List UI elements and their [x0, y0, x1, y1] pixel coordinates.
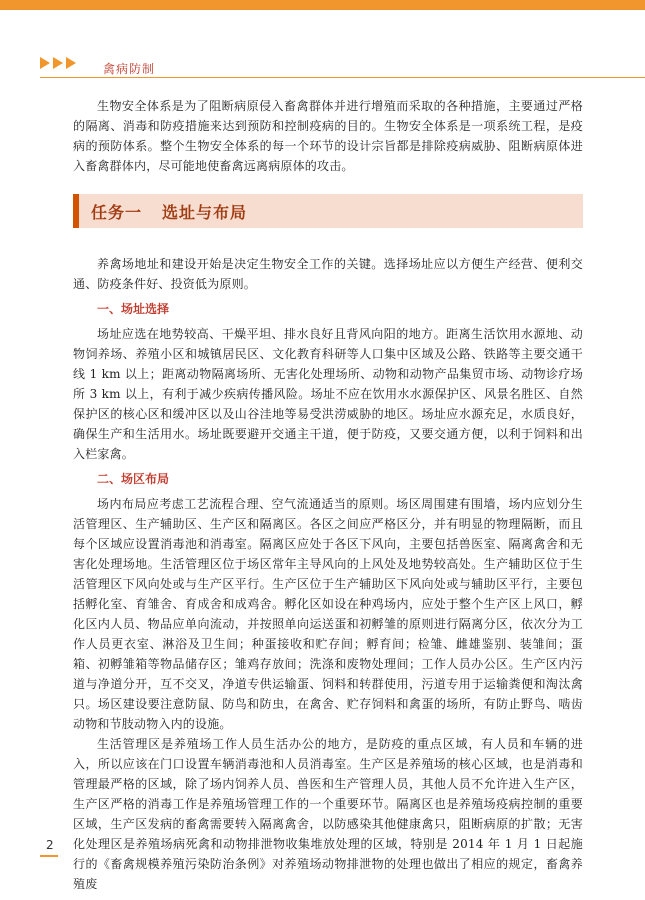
running-header-title: 禽病防制 — [103, 62, 156, 76]
intro-paragraph: 生物安全体系是为了阻断病原侵入畜禽群体并进行增殖而采取的各种措施，主要通过严格的隔离、消毒和防疫措施来达到预防和控制疫病的目的。生物安全体系是一项系统工程，是疫病的预防体系。整个生物安全体系的每一个环节的设计宗旨都是排除疫病威胁、阻断病原体进入畜禽群体内，尽可能地使畜禽远离病原体的攻击。 — [73, 99, 583, 173]
header-arrow-icons — [40, 57, 76, 69]
layout-paragraph-1: 场内布局应考虑工艺流程合理、空气流通适当的原则。场区周围建有围墙，场内应划分生活管理区、生产辅助区、生产区和隔离区。各区之间应严格区分，并有明显的物理隔断，而且每个区域应设置消毒池和消毒室。隔离区应处于各区下风向，主要包括兽医室、隔离禽舍和无害化处理场地。生活管理区位于场区常年主导风向的上风处及地势较高处。生产辅助区位于生活管理区下风向处或与生产区平行。生产区位于生产辅助区下风向处或与辅助区平行，主要包括孵化室、育雏舍、育成舍和成鸡舍。孵化区如设在种鸡场内，应处于整个生产区上风口，孵化区内人员、物品应单向流动，并按照单向运送蛋和初孵雏的原则进行隔离分区，依次分为工作人员更衣室、淋浴及卫生间；种蛋接收和贮存间；孵育间；检雏、雌雄鉴别、装雏间；蛋箱、初孵雏箱等物品储存区；雏鸡存放间；洗涤和废物处理间；工作人员办公区。生产区内污道与净道分开，互不交叉，净道专供运输蛋、饲料和转群使用，污道专用于运输粪便和淘汰禽只。场区建设要注意防鼠、防鸟和防虫，在禽舍、贮存饲料和禽蛋的场所，有防止野鸟、啮齿动物和节肢动物入内的设施。 — [73, 497, 583, 731]
header-rule — [40, 77, 645, 78]
arrow-right-icon — [66, 57, 76, 69]
page-number: 2 — [46, 838, 54, 852]
task-intro-paragraph: 养禽场地址和建设开始是决定生物安全工作的关键。选择场址应以方便生产经营、便利交通、防疫条件好、投资低为原则。 — [73, 257, 583, 291]
page-content — [73, 96, 583, 894]
layout-paragraph-2: 生活管理区是养殖场工作人员生活办公的地方，是防疫的重点区域，有人员和车辆的进入，所以应该在门口设置车辆消毒池和人员消毒室。生产区是养殖场的核心区域，也是消毒和管理最严格的区域，除了场内饲养人员、兽医和生产管理人员，其他人员不允许进入生产区，生产区严格的消毒工作是养殖场管理工作的一个重要环节。隔离区也是养殖场疫病控制的重要区域，生产区发病的畜禽需要转入隔离禽舍，以防感染其他健康禽只，阻断病原的扩散；无害化处理区是养殖场病死禽和动物排泄物收集堆放处理的区域，特别是 2014 年 1 月 1 日起施行的《畜禽规模养殖污染防治条例》对养殖场动物排泄物的处理也做出了相应的规定，畜禽养殖废 — [73, 737, 583, 891]
task-title: 选址与布局 — [162, 202, 248, 222]
section-heading-site-selection: 一、场址选择 — [97, 302, 170, 316]
task-banner — [73, 194, 583, 228]
arrow-right-icon — [40, 57, 50, 69]
task-label: 任务一 — [91, 202, 143, 222]
task-banner-marker — [73, 194, 79, 228]
section-heading-layout: 二、场区布局 — [97, 472, 170, 486]
page-number-underline — [40, 855, 58, 857]
header-accent-bar — [0, 0, 645, 10]
arrow-right-icon — [53, 57, 63, 69]
page-header — [0, 0, 645, 84]
site-selection-paragraph: 场址应选在地势较高、干燥平坦、排水良好且背风向阳的地方。距离生活饮用水源地、动物饲养场、养殖小区和城镇居民区、文化教育科研等人口集中区域及公路、铁路等主要交通干线 1 km 以上；距离动物隔离场所、无害化处理场所、动物和动物产品集贸市场、动物诊疗场所 3 km 以上，有利于减少疾病传播风险。场址不应在饮用水水源保护区、风景名胜区、自然保护区的核心区和缓冲区以及山谷洼地等易受洪涝威胁的地区。场址应水源充足，水质良好，确保生产和生活用水。场址既要避开交通主干道，便于防疫，又要交通方便，以利于饲料和出入栏家禽。 — [73, 327, 583, 461]
